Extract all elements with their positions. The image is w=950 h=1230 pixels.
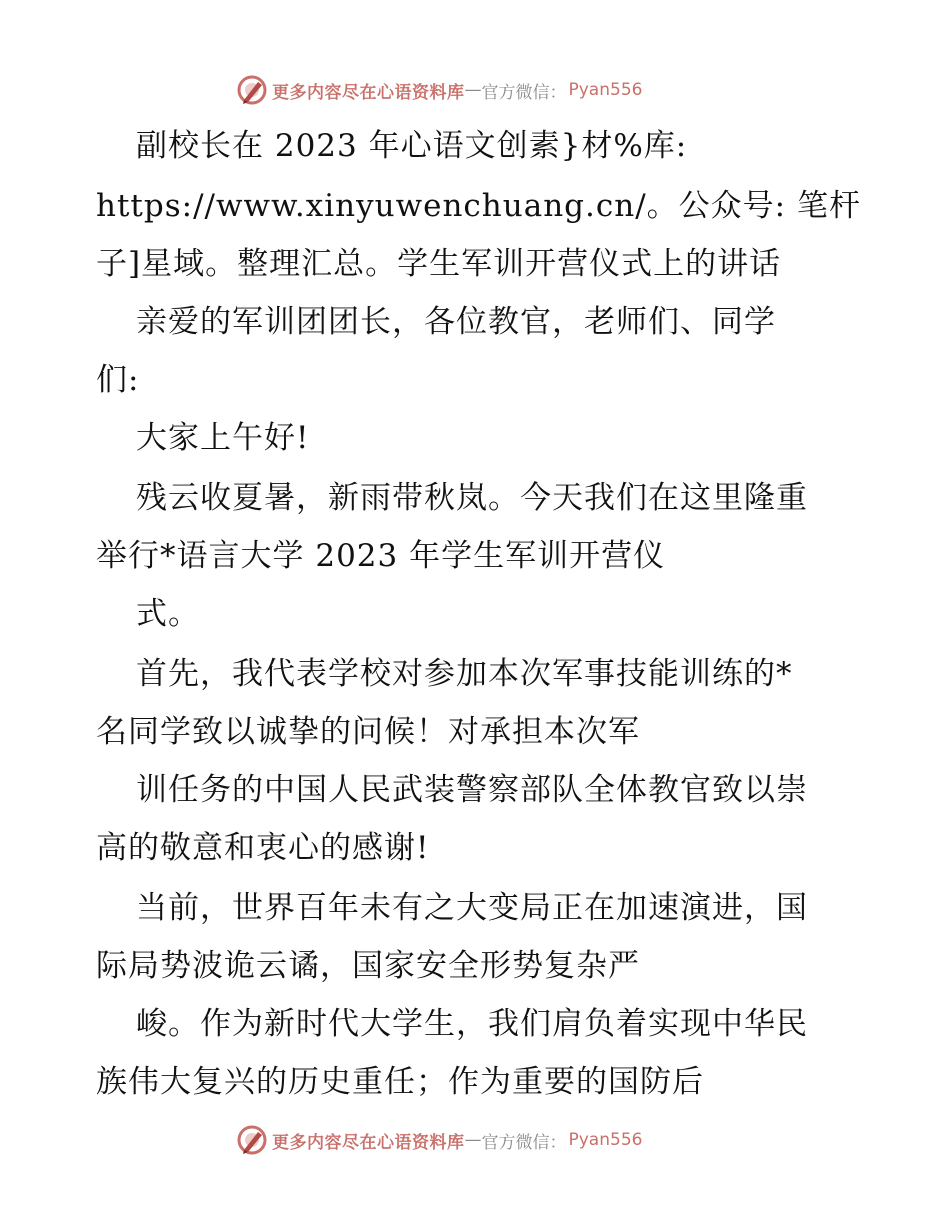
text-line: 大家上午好! (136, 420, 310, 456)
text-line: 际局势波诡云谲，国家安全形势复杂严 (96, 948, 640, 984)
text-line: 子]星域。整理汇总。学生军训开营仪式上的讲话 (96, 246, 782, 282)
watermark-main-text: 更多内容尽在心语资料库 (272, 1132, 465, 1153)
text-line: 残云收夏暑，新雨带秋岚。今天我们在这里隆重 (136, 480, 808, 516)
text-line: 首先，我代表学校对参加本次军事技能训练的* (136, 656, 793, 692)
watermark-main-text: 更多内容尽在心语资料库 (272, 82, 465, 103)
text-line: 训任务的中国人民武装警察部队全体教官致以崇 (136, 772, 808, 808)
watermark-separator: — (464, 1130, 482, 1150)
text-line: 举行*语言大学 2023 年学生军训开营仪 (96, 538, 666, 574)
watermark-sub-text: 官方微信： (481, 82, 567, 103)
text-line: 名同学致以诚挚的问候！对承担本次军 (96, 714, 640, 750)
watermark-wechat-id: Pyan556 (568, 1130, 643, 1150)
pen-logo-icon (236, 74, 268, 106)
watermark-separator: — (464, 80, 482, 100)
text-line: 高的敬意和衷心的感谢! (96, 830, 430, 866)
watermark-wechat-id: Pyan556 (568, 80, 643, 100)
text-line: 式。 (136, 596, 200, 632)
footer-watermark (236, 1122, 642, 1158)
text-line: 峻。作为新时代大学生，我们肩负着实现中华民 (136, 1006, 808, 1042)
text-line: 亲爱的军训团团长，各位教官，老师们、同学 (136, 304, 776, 340)
text-line: 副校长在 2023 年心语文创素}材%库: (136, 128, 688, 164)
pen-logo-icon (236, 1124, 268, 1156)
header-watermark (236, 72, 642, 108)
text-line: 们: (96, 362, 140, 398)
text-line: 族伟大复兴的历史重任；作为重要的国防后 (96, 1064, 704, 1100)
text-line: https://www.xinyuwenchuang.cn/。公众号: 笔杆 (96, 188, 861, 224)
text-line: 当前，世界百年未有之大变局正在加速演进，国 (136, 890, 808, 926)
watermark-sub-text: 官方微信： (481, 1132, 567, 1153)
